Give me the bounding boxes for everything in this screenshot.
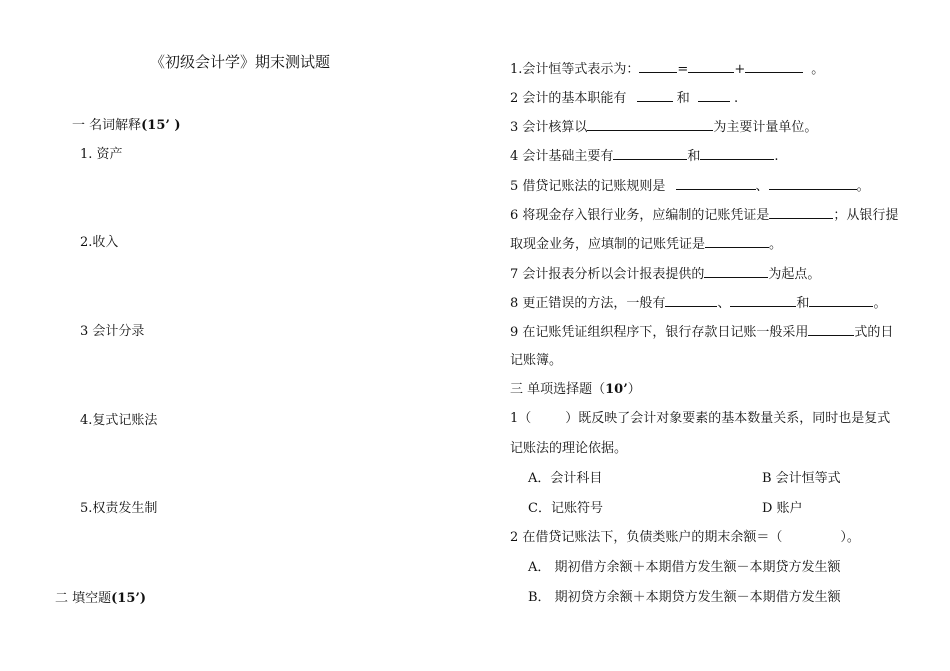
- mc-question-1-line-2: 记账法的理论依据。: [510, 441, 628, 456]
- term-3: 3 会计分录: [80, 324, 145, 339]
- section-2-heading: [55, 591, 146, 607]
- q6-text: 6 将现金存入银行业务，应编制的记账凭证是: [510, 208, 770, 223]
- question-6-line-1: [510, 206, 898, 224]
- section-1-prefix: 一 名词解释: [72, 118, 142, 133]
- q4-text: 4 会计基础主要有: [510, 149, 614, 164]
- blank[interactable]: [665, 294, 717, 307]
- blank[interactable]: [808, 323, 854, 336]
- question-2: [510, 89, 738, 107]
- q2-and: 和: [676, 91, 690, 106]
- section-1-heading: [72, 118, 181, 134]
- mc1-option-d[interactable]: D 账户: [762, 501, 803, 516]
- mc-question-1-line-1: [510, 411, 890, 427]
- mc2-option-b[interactable]: B． 期初贷方余额＋本期贷方发生额－本期借方发生额: [528, 590, 841, 605]
- q7-text: 7 会计报表分析以会计报表提供的: [510, 267, 705, 282]
- blank[interactable]: [698, 89, 730, 102]
- mc1-number: 1（: [510, 411, 532, 426]
- question-1: [510, 60, 824, 78]
- mc-question-2: [510, 530, 860, 546]
- section-1-score: (15’ ): [141, 118, 181, 133]
- question-3: [510, 118, 817, 136]
- blank[interactable]: [769, 206, 833, 219]
- mc2-option-a[interactable]: A． 期初借方余额＋本期借方发生额－本期贷方发生额: [528, 560, 841, 575]
- question-4: [510, 147, 779, 165]
- q4-end: .: [774, 149, 779, 164]
- q8-and: 和: [796, 296, 810, 311]
- q3-text: 3 会计核算以: [510, 120, 588, 135]
- question-6-line-2: [510, 235, 782, 253]
- q1-end: 。: [811, 62, 825, 77]
- blank[interactable]: [637, 89, 673, 102]
- q5-sep: 、: [755, 179, 769, 194]
- blank[interactable]: [700, 147, 774, 160]
- mc1-option-b[interactable]: B 会计恒等式: [762, 471, 841, 486]
- mc1-option-a[interactable]: A．会计科目: [528, 471, 603, 486]
- blank[interactable]: [809, 294, 873, 307]
- mc1-text: ）既反映了会计对象要素的基本数量关系，同时也是复式: [565, 411, 891, 426]
- q4-and: 和: [687, 149, 701, 164]
- mc2-text: 2 在借贷记账法下，负债类账户的期末余额＝（: [510, 530, 783, 545]
- section-3-suffix: ）: [627, 382, 641, 397]
- blank[interactable]: [745, 60, 803, 73]
- section-2-prefix: 二 填空题: [55, 591, 112, 606]
- q8-text: 8 更正错误的方法，一般有: [510, 296, 666, 311]
- section-2-score: (15’): [111, 591, 147, 606]
- q8-sep: 、: [717, 296, 731, 311]
- section-3-prefix: 三 单项选择题（: [510, 382, 606, 397]
- section-3-score: 10’: [605, 382, 628, 397]
- q8-end: 。: [873, 296, 887, 311]
- question-9-line-1: [510, 323, 893, 341]
- blank[interactable]: [587, 118, 713, 131]
- blank[interactable]: [730, 294, 796, 307]
- term-4: 4.复式记账法: [80, 413, 158, 428]
- blank[interactable]: [639, 60, 677, 73]
- term-2: 2.收入: [80, 235, 119, 250]
- q7-end: 为起点。: [768, 267, 821, 282]
- exam-title: 《初级会计学》期末测试题: [150, 53, 331, 71]
- q9-text: 9 在记账凭证组织程序下，银行存款日记账一般采用: [510, 325, 809, 340]
- q1-plus: +: [734, 62, 746, 77]
- question-8: [510, 294, 886, 312]
- blank[interactable]: [705, 235, 769, 248]
- q9-text-cont: 式的日: [854, 325, 894, 340]
- blank[interactable]: [704, 265, 768, 278]
- blank[interactable]: [688, 60, 734, 73]
- blank[interactable]: [769, 177, 857, 190]
- question-7: [510, 265, 820, 283]
- question-5: [510, 177, 870, 195]
- term-5: 5.权责发生制: [80, 501, 158, 516]
- mc2-end: ）。: [840, 530, 860, 545]
- section-3-heading: [510, 382, 641, 398]
- q1-text: 1.会计恒等式表示为：: [510, 62, 640, 77]
- q5-end: 。: [856, 179, 870, 194]
- blank[interactable]: [676, 177, 756, 190]
- q6-text-2: 取现金业务，应填制的记账凭证是: [510, 237, 706, 252]
- q6-text-cont: ；从银行提: [833, 208, 899, 223]
- q2-end: .: [733, 91, 739, 106]
- q6-end: 。: [769, 237, 783, 252]
- question-9-line-2: 记账簿。: [510, 353, 563, 368]
- mc1-option-c[interactable]: C．记账符号: [528, 501, 603, 516]
- term-1: 1. 资产: [80, 147, 123, 162]
- q5-text: 5 借贷记账法的记账规则是: [510, 179, 666, 194]
- q3-end: 为主要计量单位。: [713, 120, 818, 135]
- q1-equals: =: [677, 62, 689, 77]
- blank[interactable]: [613, 147, 687, 160]
- q2-text: 2 会计的基本职能有: [510, 91, 627, 106]
